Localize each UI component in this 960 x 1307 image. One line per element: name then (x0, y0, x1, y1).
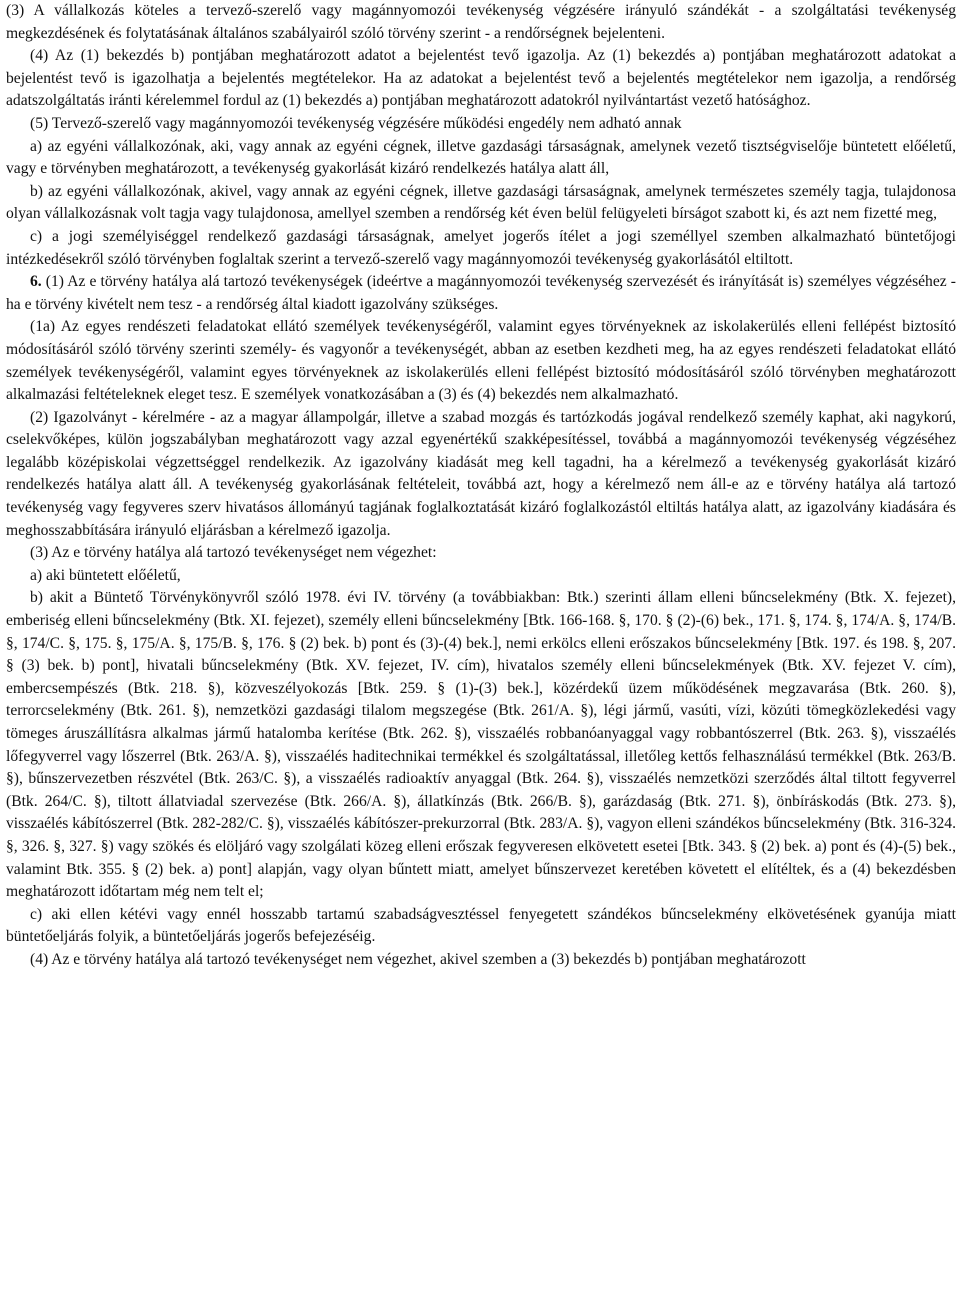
paragraph-6-4: (4) Az e törvény hatálya alá tartozó tevékenységet nem végezhet, akivel szemben a (3) bekezdés b) pontjában meghatározott (30, 950, 806, 968)
section-number: 6. (30, 273, 42, 291)
paragraph-5-5-c: c) a jogi személyiséggel rendelkező gazdasági társaságnak, amelyet jogerős ítélet a jogi személlyel szemben alkalmazható büntetőjogi intézkedésekről szóló törvényben foglaltak szerint a tervező-szerelő vagy magánnyomozói tevékenység gyakorlásától eltiltott. (6, 227, 956, 268)
paragraph-6-2: (2) Igazolványt - kérelmére - az a magyar állampolgár, illetve a szabad mozgás és tartózkodás jogával rendelkező személy kaphat, aki nagykorú, cselekvőképes, külön jogszabályban meghatározott vagy azzal egyenértékű szakképesítéssel, továbbá a magánnyomozói tevékenység végzéséhez legalább középiskolai végzettséggel rendelkezik. Az igazolvány kiadását meg kell tagadni, ha a kérelmező a tevékenység gyakorlását kizáró rendelkezés hatálya alatt áll. A tevékenység gyakorlásának feltételeit, továbbá azt, hogy a kérelmező nem áll-e az e törvény hatálya alá tartozó tevékenység vagy fegyveres szerv hivatásos állományú tagjának foglalkoztatását kizáró foglalkozástól eltiltás hatálya alatt, az igazolvány kiadására és meghosszabbítására irányuló eljárásban a kérelmező igazolja. (6, 408, 956, 539)
paragraph-5-3: (3) A vállalkozás köteles a tervező-szerelő vagy magánnyomozói tevékenység végzésére irányuló szándékát - a szolgáltatási tevékenység megkezdésének és folytatásának általános szabályairól szóló törvény szerint - a rendőrségnek bejelenteni. (6, 2, 956, 42)
paragraph-6-1a: (1a) Az egyes rendészeti feladatokat ellátó személyek tevékenységéről, valamint egyes törvényeknek az iskolakerülés elleni fellépést biztosító módosításáról szóló törvény szerinti személy- és vagyonőr a tevékenységét, abban az esetben kezdheti meg, ha az egyes rendészeti feladatokat ellátó személyek tevékenységéről, valamint egyes törvényeknek az iskolakerülés elleni fellépést biztosító módosításáról szóló törvényben meghatározott alkalmazási feltételeknek eleget tesz. E személyek vonatkozásában a (3) és (4) bekezdés nem alkalmazható. (6, 318, 956, 404)
paragraph-6-3-b: b) akit a Büntető Törvénykönyvről szóló 1978. évi IV. törvény (a továbbiakban: Btk.) szerinti állam elleni bűncselekmény (Btk. X. fejezet), emberiség elleni bűncselekmény (Btk. XI. fejezet), személy elleni bűncselekmény [Btk. 166-168. §, 170. § (2)-(6) bek., 171. §, 174. §, 174/A. §, 174/B. §, 174/C. §, 175. §, 175/A. §, 175/B. §, 176. § (2) bek. b) pont és (3)-(4) bek.], nemi erkölcs elleni erőszakos bűncselekmény [Btk. 197. és 198. §, 207. § (3) bek. b) pont], hivatali bűncselekmény (Btk. XV. fejezet, IV. cím), hivatalos személy elleni bűncselekmények (Btk. XV. fejezet V. cím), embercsempészés (Btk. 218. §), közveszélyokozás [Btk. 259. § (1)-(3) bek.], közérdekű üzem működésének megzavarása (Btk. 260. §), terrorcselekmény (Btk. 261. §), nemzetközi gazdasági tilalom megszegése (Btk. 261/A. §), légi jármű, vasúti, vízi, közúti tömegközlekedési vagy tömeges áruszállításra alkalmas jármű hatalomba kerítése (Btk. 262. §), visszaélés robbanóanyaggal vagy robbantószerrel (Btk. 263. §), visszaélés lőfegyverrel vagy lőszerrel (Btk. 263/A. §), visszaélés haditechnikai termékkel és szolgáltatással, illetőleg kettős felhasználású termékkel (Btk. 263/B. §), bűnszervezetben részvétel (Btk. 263/C. §), a visszaélés radioaktív anyaggal (Btk. 264. §), visszaélés nemzetközi szerződés által tiltott fegyverrel (Btk. 264/C. §), tiltott állatviadal szervezése (Btk. 266/A. §), állatkínzás (Btk. 266/B. §), garázdaság (Btk. 271. §), önbíráskodás (Btk. 273. §), visszaélés kábítószerrel (Btk. 282-282/C. §), visszaélés kábítószer-prekurzorral (Btk. 283/A. §), vagyon elleni szándékos bűncselekmény (Btk. 316-324. §, 326. §, 327. §) vagy szökés és elöljáró vagy szolgálati közeg elleni erőszak fegyveresen elkövetett esetei [Btk. 343. § (2) bek. a) pont és (4)-(5) bek., valamint Btk. 355. § (2) bek. a) pont] alapján, vagy olyan bűntett miatt, amelyet bűnszervezet keretében követett el elítéltek, és a (4) bekezdésben meghatározott időtartam még nem telt el; (6, 589, 956, 901)
paragraph-5-5: (5) Tervező-szerelő vagy magánnyomozói tevékenység végzésére működési engedély nem adható annak (30, 114, 682, 132)
paragraph-5-4: (4) Az (1) bekezdés b) pontjában meghatározott adatot a bejelentést tevő igazolja. Az (1) bekezdés a) pontjában meghatározott adatokat a bejelentést tevő is igazolhatja a bejelentés megtételekor. Ha az adatokat a bejelentést tevő a bejelentés megtételekor nem igazolja, a rendőrség adatszolgáltatás iránti kérelemmel fordul az (1) bekezdés a) pontjában meghatározott adatokról nyilvántartást vezető hatósághoz. (6, 47, 956, 110)
paragraph-6-1-text: (1) Az e törvény hatálya alá tartozó tevékenységek (ideértve a magánnyomozói tevékenység szervezését és irányítását is) személyes végzéséhez - ha e törvény kivételt nem tesz - a rendőrség által kiadott igazolvány szükséges. (6, 273, 956, 313)
paragraph-6-3: (3) Az e törvény hatálya alá tartozó tevékenységet nem végezhet: (30, 544, 437, 562)
paragraph-5-5-a: a) az egyéni vállalkozónak, aki, vagy annak az egyéni cégnek, illetve gazdasági társaságnak, amelynek vezető tisztségviselője büntetett előéletű, vagy e törvényben meghatározott, a tevékenység gyakorlását kizáró rendelkezés hatálya alatt áll, (6, 137, 956, 178)
paragraph-6-3-a: a) aki büntetett előéletű, (30, 566, 181, 584)
paragraph-5-5-b: b) az egyéni vállalkozónak, akivel, vagy annak az egyéni cégnek, illetve gazdasági társaságnak, amelynek természetes személy tagja, tulajdonosa olyan vállalkozásnak volt tagja vagy tulajdonosa, amellyel szemben a rendőrség két éven belül felügyeleti bírságot szabott ki, és azt nem fizetté meg, (6, 182, 956, 223)
paragraph-6-1 (6, 271, 956, 316)
paragraph-6-3-c: c) aki ellen kétévi vagy ennél hosszabb tartamú szabadságvesztéssel fenyegetett szándékos bűncselekmény elkövetésének gyanúja miatt büntetőeljárás folyik, a büntetőeljárás jogerős befejezéséig. (6, 905, 956, 946)
